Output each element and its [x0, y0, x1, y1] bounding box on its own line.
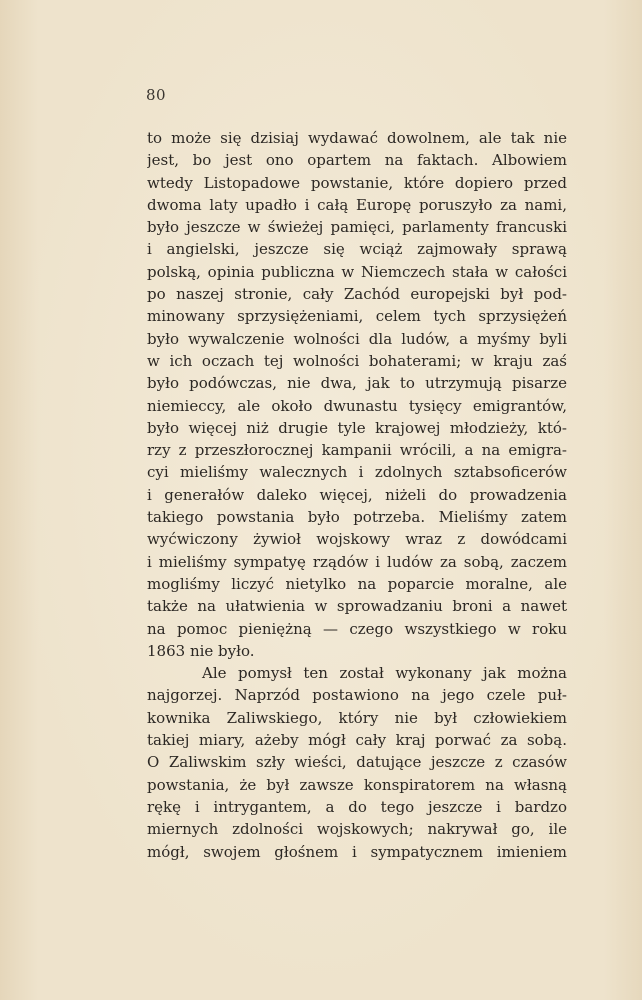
- text-line: wyćwiczony żywioł wojskowy wraz z dowódcami: [147, 530, 567, 549]
- text-line: cyi mieliśmy walecznych i zdolnych sztabsoficerów: [147, 463, 567, 482]
- text-line: miernych zdolności wojskowych; nakrywał go, ile: [147, 820, 567, 839]
- text-line: było wywalczenie wolności dla ludów, a myśmy byli: [147, 329, 567, 348]
- text-line: w ich oczach tej wolności bohaterami; w kraju zaś: [147, 351, 567, 370]
- text-line: minowany sprzysiężeniami, celem tych sprzysiężeń: [147, 307, 567, 326]
- text-line: kownika Zaliwskiego, który nie był człowiekiem: [147, 708, 567, 727]
- text-line: i generałów daleko więcej, niżeli do prowadzenia: [147, 485, 567, 504]
- text-line: polską, opinia publiczna w Niemczech stała w całości: [147, 262, 567, 281]
- text-line: także na ułatwienia w sprowadzaniu broni a nawet: [147, 597, 567, 616]
- text-line: mogliśmy liczyć nietylko na poparcie moralne, ale: [147, 574, 567, 593]
- body-text: [147, 127, 567, 863]
- text-line: i mieliśmy sympatyę rządów i ludów za sobą, zaczem: [147, 552, 567, 571]
- text-line: jest, bo jest ono opartem na faktach. Albowiem: [147, 151, 567, 170]
- text-line: mógł, swojem głośnem i sympatycznem imieniem: [147, 842, 567, 861]
- text-line: O Zaliwskim szły wieści, datujące jeszcze z czasów: [147, 753, 567, 772]
- text-line: takiej miary, ażeby mógł cały kraj porwać za sobą.: [147, 731, 567, 750]
- text-line: było jeszcze w świeżej pamięci, parlamenty francuski: [147, 218, 567, 237]
- text-line: na pomoc pieniężną — czego wszystkiego w roku: [147, 619, 567, 638]
- text-line: dwoma laty upadło i całą Europę poruszyło za nami,: [147, 195, 567, 214]
- text-line: to może się dzisiaj wydawać dowolnem, ale tak nie: [147, 129, 567, 147]
- text-line: takiego powstania było potrzeba. Mieliśmy zatem: [147, 508, 567, 527]
- text-line-paragraph-end: 1863 nie było.: [147, 641, 255, 660]
- text-line: po naszej stronie, cały Zachód europejski był pod-: [147, 285, 567, 304]
- text-line: było podówczas, nie dwa, jak to utrzymują pisarze: [147, 374, 567, 393]
- text-line: niemieccy, ale około dwunastu tysięcy emigrantów,: [147, 396, 567, 415]
- text-line: powstania, że był zawsze konspiratorem na własną: [147, 775, 567, 794]
- text-line: było więcej niż drugie tyle krajowej młodzieży, któ-: [147, 418, 567, 437]
- text-line: rzy z przeszłorocznej kampanii wrócili, a na emigra-: [147, 441, 567, 460]
- text-line: najgorzej. Naprzód postawiono na jego czele puł-: [147, 686, 567, 705]
- text-line: i angielski, jeszcze się wciąż zajmowały sprawą: [147, 240, 567, 259]
- page-number: 80: [146, 86, 167, 104]
- text-line: wtedy Listopadowe powstanie, które dopiero przed: [147, 173, 567, 192]
- text-line: rękę i intrygantem, a do tego jeszcze i bardzo: [147, 797, 567, 816]
- text-line-paragraph-start: Ale pomysł ten został wykonany jak można: [202, 664, 567, 683]
